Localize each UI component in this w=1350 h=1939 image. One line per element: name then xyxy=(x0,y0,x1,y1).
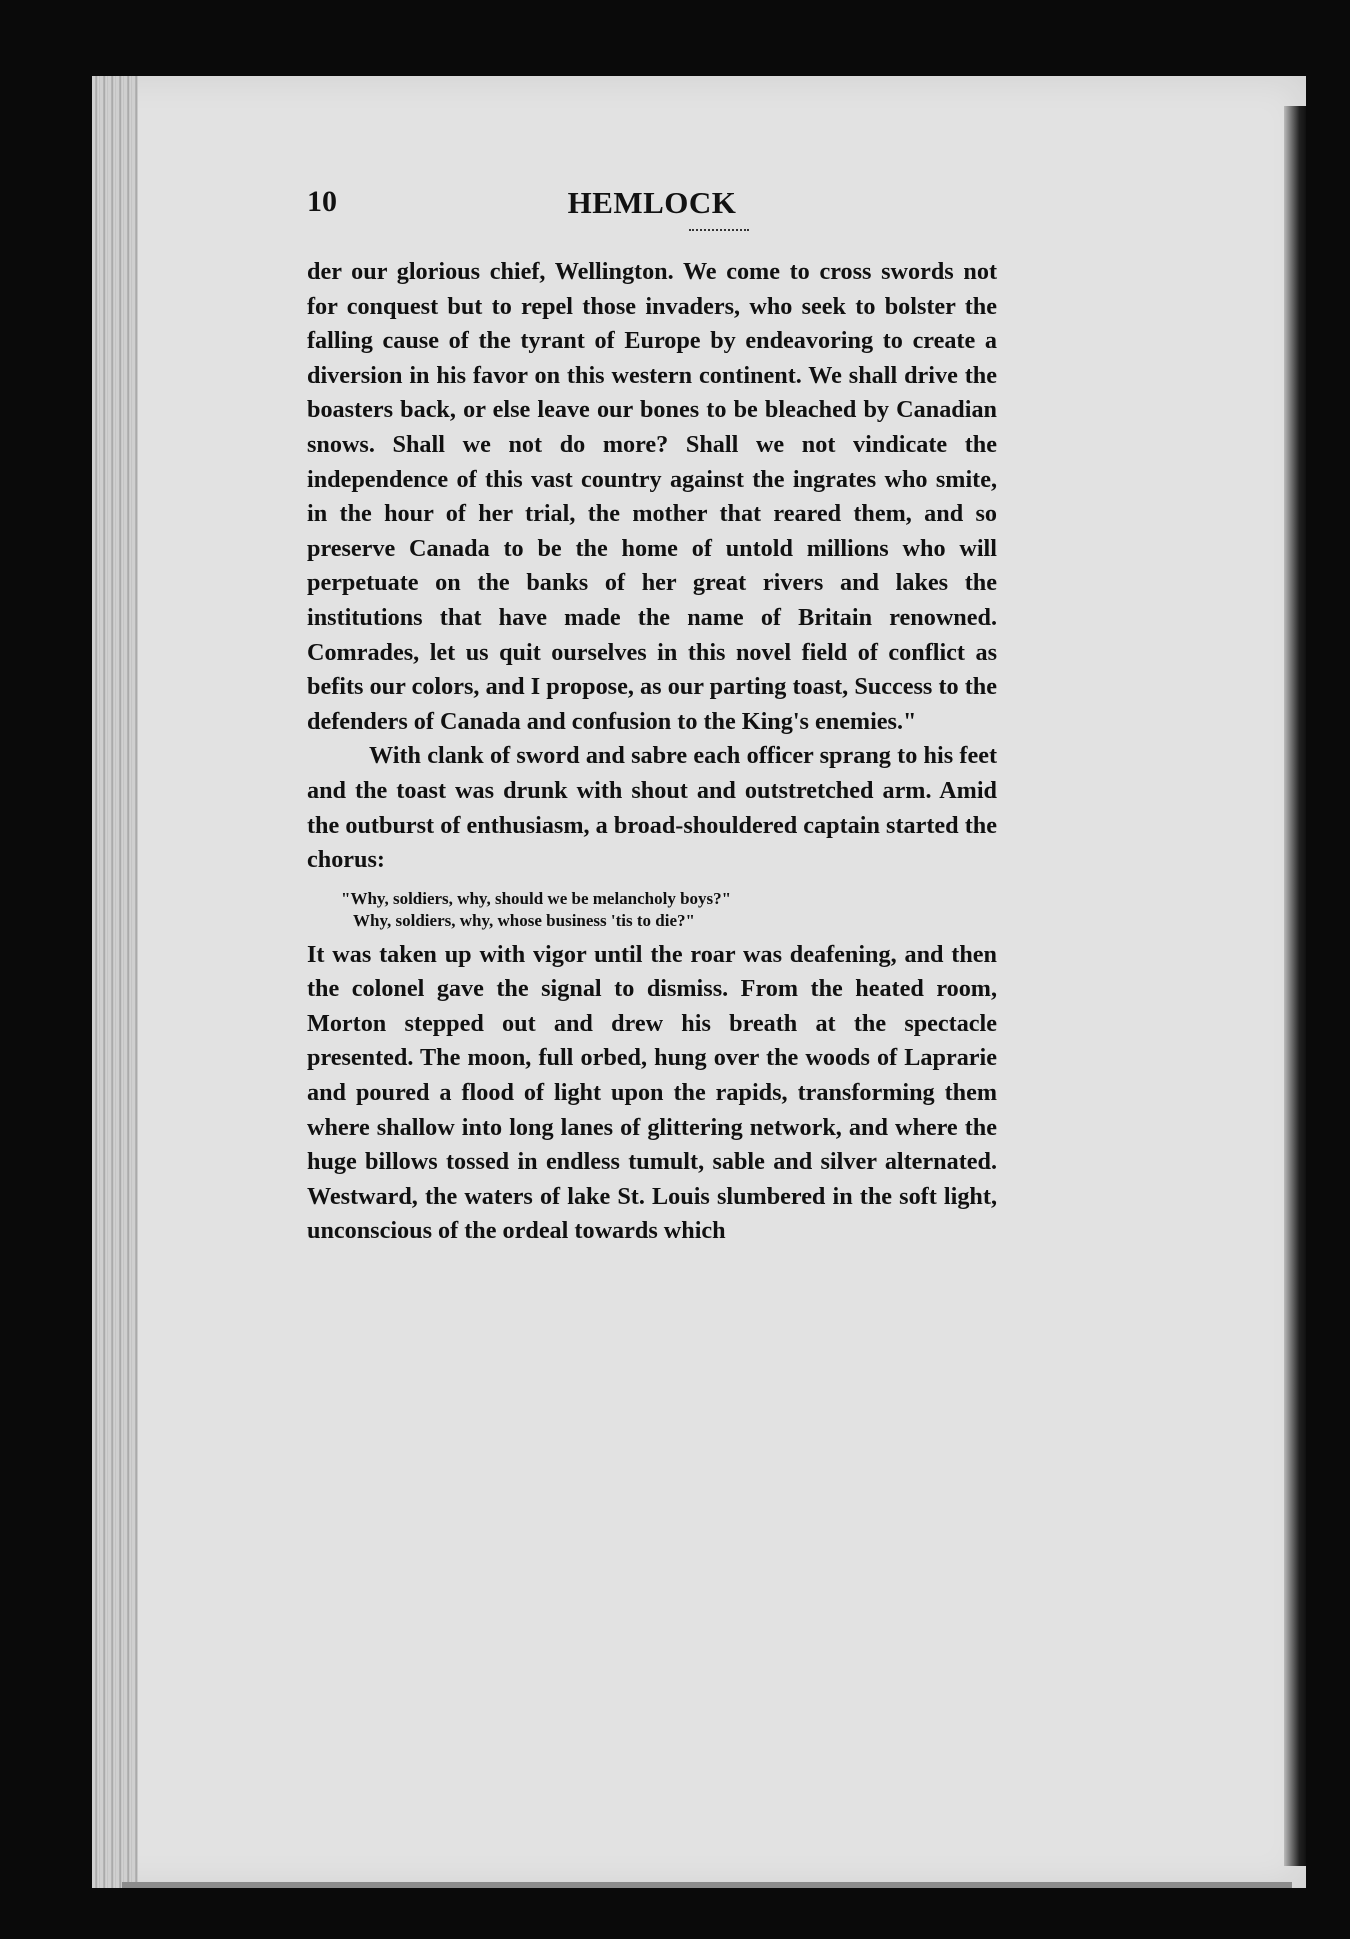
page-bottom-edge xyxy=(122,1882,1292,1888)
page-number: 10 xyxy=(307,185,337,218)
page-header xyxy=(307,185,997,235)
body-text xyxy=(307,255,997,1249)
verse-line-1: "Why, soldiers, why, should we be melancholy boys?" xyxy=(341,888,732,908)
page-right-edge-shadow xyxy=(1284,106,1306,1866)
book-binding-edge xyxy=(92,76,138,1888)
running-head-title: HEMLOCK xyxy=(567,185,737,220)
paragraph-moonlight: It was taken up with vigor until the roar was deafening, and then the colonel gave the signal to dismiss. From the heated room, Morton stepped out and drew his breath at the spectacle presented. The moon, full orbed, hung over the woods of Laprarie and poured a flood of light upon the rapids, transforming them where shallow into long lanes of glittering network, and where the huge billows tossed in endless tumult, sable and silver alternated. Westward, the waters of lake St. Louis slumbered in the soft light, unconscious of the ordeal towards which xyxy=(307,940,997,1245)
song-verse xyxy=(341,888,997,932)
header-ornament xyxy=(689,229,749,235)
paragraph-speech-continued: der our glorious chief, Wellington. We come to cross swords not for conquest but to repel those invaders, who seek to bolster the falling cause of the tyrant of Europe by endeavoring to create a diversion in his favor on this western continent. We shall drive the boasters back, or else leave our bones to be bleached by Canadian snows. Shall we not do more? Shall we not vindicate the independence of this vast country against the ingrates who smite, in the hour of her trial, the mother that reared them, and so preserve Canada to be the home of untold millions who will perpetuate on the banks of her great rivers and lakes the institutions that have made the name of Britain renowned. Comrades, let us quit ourselves in this novel field of conflict as befits our colors, and I propose, as our parting toast, Success to the defenders of Canada and confusion to the King's enemies." xyxy=(307,258,997,735)
verse-line-2: Why, soldiers, why, whose business 'tis to die?" xyxy=(353,910,695,930)
paragraph-toast: With clank of sword and sabre each officer sprang to his feet and the toast was drunk with shout and outstretched arm. Amid the outburst of enthusiasm, a broad-shouldered captain started the chorus: xyxy=(307,742,997,874)
